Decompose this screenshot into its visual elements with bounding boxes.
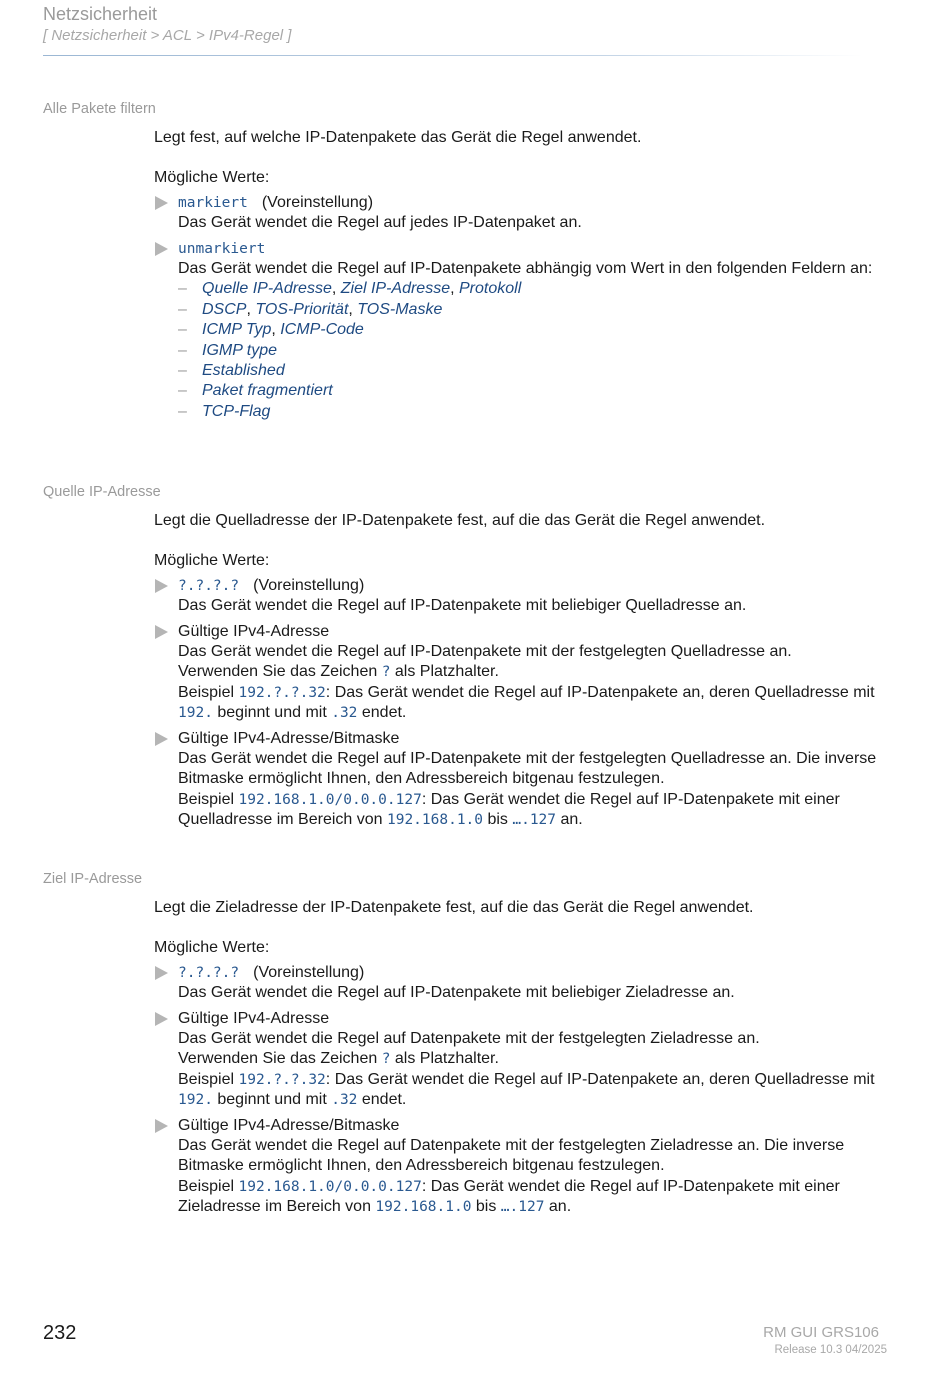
value-list [154, 576, 894, 831]
field-list-item [178, 341, 894, 361]
value-item [154, 1009, 894, 1111]
triangle-bullet-icon [155, 242, 168, 256]
example-code: .32 [331, 705, 358, 722]
value-item [154, 1116, 894, 1218]
field-ref: ICMP-Code [280, 321, 364, 339]
dash-bullet: – [178, 341, 187, 359]
dash-bullet: – [178, 382, 187, 400]
field-list-item: – Quelle IP-Adresse, Ziel IP-Adresse, Protokoll [178, 279, 894, 299]
triangle-bullet-icon [155, 732, 168, 746]
document-id: RM GUI GRS106 [763, 1324, 879, 1341]
possible-values-label: Mögliche Werte: [154, 552, 270, 570]
field-ref: ICMP Typ [202, 321, 272, 339]
field-list-item [178, 361, 894, 381]
value-item [154, 622, 894, 724]
value-description: Das Gerät wendet die Regel auf Datenpakete mit der festgelegten Zieladresse an. [178, 1030, 760, 1048]
section-description: Legt fest, auf welche IP-Datenpakete das Gerät die Regel anwendet. [154, 129, 642, 146]
value-title: Gültige IPv4-Adresse [178, 1009, 330, 1027]
value-title: Gültige IPv4-Adresse/Bitmaske [178, 1116, 400, 1134]
value-description: Das Gerät wendet die Regel auf IP-Datenpakete mit beliebiger Zieladresse an. [178, 984, 735, 1002]
value-list [154, 963, 894, 1218]
example-code: 192.168.1.0 [386, 812, 484, 829]
example-text: Beispiel 192.168.1.0/0.0.0.127: Das Gerät wendet die Regel auf IP-Datenpakete mit einer Zieladresse im Bereich von 192.168.1.0 bis ….127 an. [178, 1177, 840, 1216]
section-label: Ziel IP-Adresse [43, 871, 143, 887]
field-ref: IGMP type [202, 341, 277, 359]
example-text: Beispiel 192.?.?.32: Das Gerät wendet die Regel auf IP-Datenpakete an, deren Quelladresse mit 192. beginnt und mit .32 endet. [178, 1070, 875, 1109]
page-number: 232 [43, 1322, 77, 1344]
section-content [154, 128, 894, 422]
header-title: Netzsicherheit [43, 4, 158, 24]
value-description: Das Gerät wendet die Regel auf IP-Datenpakete mit beliebiger Quelladresse an. [178, 597, 747, 615]
default-label: (Voreinstellung) [253, 576, 365, 594]
possible-values-label: Mögliche Werte: [154, 939, 270, 957]
dash-bullet: – [178, 321, 187, 339]
wildcard-note: Verwenden Sie das Zeichen ? als Platzhalter. [178, 663, 499, 681]
value-item [154, 193, 894, 234]
breadcrumb: [ Netzsicherheit > ACL > IPv4-Regel ] [43, 27, 292, 44]
field-ref: Protokoll [459, 280, 522, 298]
example-code: 192.168.1.0/0.0.0.127 [238, 1178, 422, 1195]
dash-bullet: – [178, 280, 187, 298]
release-info: Release 10.3 04/2025 [774, 1344, 887, 1356]
default-label: (Voreinstellung) [253, 963, 365, 981]
value-title: Gültige IPv4-Adresse/Bitmaske [178, 729, 400, 747]
value-description: Das Gerät wendet die Regel auf Datenpakete mit der festgelegten Zieladresse an. Die inverse Bitmaske ermöglicht Ihnen, den Adressbereich bitgenau festzulegen. [178, 1137, 845, 1175]
value-item [154, 729, 894, 831]
example-code: 192. [178, 705, 213, 722]
example-code: ….127 [512, 812, 557, 829]
header-divider [43, 55, 863, 56]
triangle-bullet-icon [155, 1012, 168, 1026]
example-code: 192. [178, 1092, 213, 1109]
field-ref: TOS-Priorität [255, 300, 349, 318]
triangle-bullet-icon [155, 1119, 168, 1133]
value-code: ?.?.?.? [178, 964, 240, 981]
field-ref: Established [202, 362, 285, 380]
section-label: Quelle IP-Adresse [43, 484, 161, 500]
example-text: Beispiel 192.168.1.0/0.0.0.127: Das Gerät wendet die Regel auf IP-Datenpakete mit einer Quelladresse im Bereich von 192.168.1.0 bis ….127 an. [178, 790, 840, 829]
value-description: Das Gerät wendet die Regel auf jedes IP-Datenpaket an. [178, 214, 582, 232]
value-list [154, 193, 894, 422]
section-description: Legt die Zieladresse der IP-Datenpakete fest, auf die das Gerät die Regel anwendet. [154, 899, 754, 916]
value-item [154, 963, 894, 1004]
dash-bullet: – [178, 362, 187, 380]
triangle-bullet-icon [155, 966, 168, 980]
value-description: Das Gerät wendet die Regel auf IP-Datenpakete mit der festgelegten Quelladresse an. Die inverse Bitmaske ermöglicht Ihnen, den Adressbereich bitgenau festzulegen. [178, 750, 877, 788]
default-label: (Voreinstellung) [261, 193, 374, 211]
field-list-item [178, 402, 894, 422]
value-description: Das Gerät wendet die Regel auf IP-Datenpakete abhängig vom Wert in den folgenden Feldern an: [178, 260, 873, 278]
triangle-bullet-icon [155, 196, 168, 210]
value-item [154, 239, 894, 423]
field-ref: TCP-Flag [202, 402, 271, 420]
example-text: Beispiel 192.?.?.32: Das Gerät wendet die Regel auf IP-Datenpakete an, deren Quelladresse mit 192. beginnt und mit .32 endet. [178, 683, 875, 722]
triangle-bullet-icon [155, 625, 168, 639]
wildcard-note: Verwenden Sie das Zeichen ? als Platzhalter. [178, 1050, 499, 1068]
value-item [154, 576, 894, 617]
field-ref: Quelle IP-Adresse [202, 280, 332, 298]
section-content [154, 898, 894, 1218]
value-code: markiert [178, 194, 248, 211]
field-ref: Paket fragmentiert [202, 382, 333, 400]
example-code: 192.168.1.0/0.0.0.127 [238, 791, 422, 808]
example-code: 192.168.1.0 [375, 1199, 472, 1216]
example-code: ….127 [500, 1199, 545, 1216]
example-code: 192.?.?.32 [238, 1071, 326, 1088]
field-ref: TOS-Maske [357, 300, 443, 318]
value-title: Gültige IPv4-Adresse [178, 622, 330, 640]
field-list [178, 279, 894, 422]
field-list-item: – ICMP Typ, ICMP-Code [178, 320, 894, 340]
dash-bullet: – [178, 300, 187, 318]
wildcard-code: ? [381, 1051, 391, 1068]
field-ref: Ziel IP-Adresse [340, 280, 451, 298]
section-description: Legt die Quelladresse der IP-Datenpakete fest, auf die das Gerät die Regel anwendet. [154, 512, 766, 529]
wildcard-code: ? [381, 664, 391, 681]
dash-bullet: – [178, 402, 187, 420]
value-description: Das Gerät wendet die Regel auf IP-Datenpakete mit der festgelegten Quelladresse an. [178, 643, 792, 661]
example-code: .32 [331, 1092, 358, 1109]
value-code: ?.?.?.? [178, 577, 240, 594]
section-label: Alle Pakete filtern [43, 101, 156, 117]
field-ref: DSCP [202, 300, 247, 318]
triangle-bullet-icon [155, 579, 168, 593]
value-code: unmarkiert [178, 240, 266, 257]
possible-values-label: Mögliche Werte: [154, 169, 270, 187]
example-code: 192.?.?.32 [238, 684, 326, 701]
page-header [43, 3, 863, 46]
field-list-item [178, 381, 894, 401]
section-content [154, 511, 894, 831]
field-list-item: – DSCP, TOS-Priorität, TOS-Maske [178, 300, 894, 320]
